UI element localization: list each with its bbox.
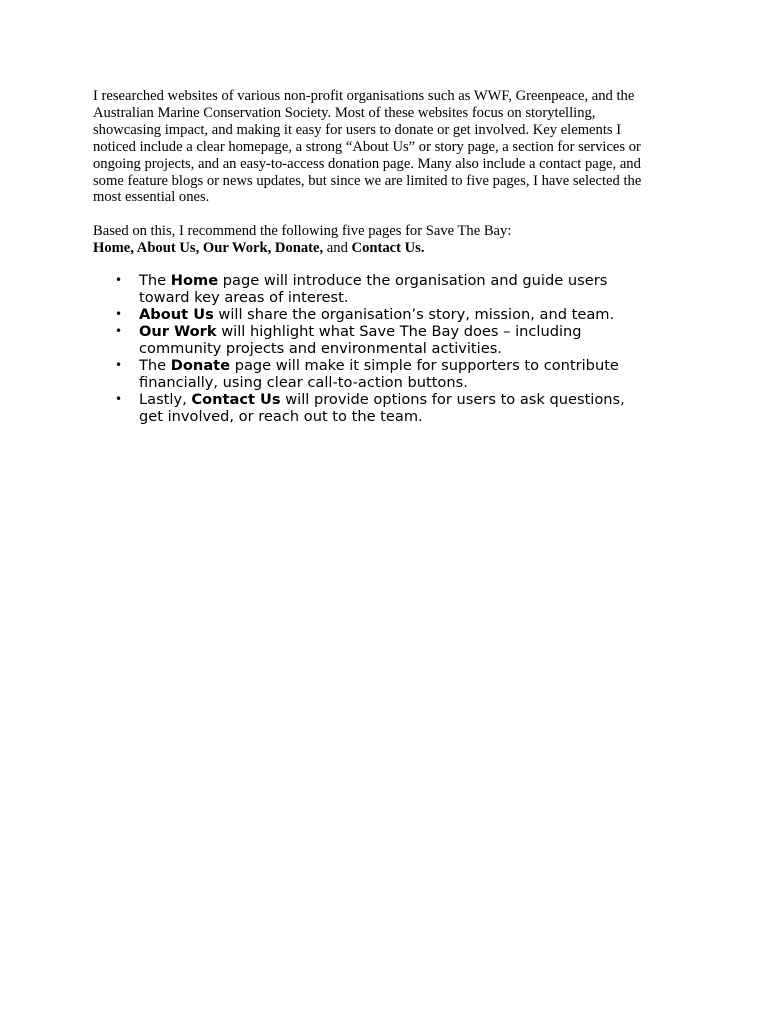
list-item-bold: Donate — [170, 357, 231, 375]
intro-line: I researched websites of various non-profit organisations such as WWF, Greenpeace, and the — [93, 88, 635, 104]
list-item-donate — [93, 357, 683, 391]
list-item-bold: Contact Us — [191, 391, 281, 409]
list-item-line: toward key areas of interest. — [139, 289, 349, 307]
document-body — [93, 88, 683, 425]
intro-line: ongoing projects, and an easy-to-access donation page. Many also include a contact page, and — [93, 155, 641, 172]
list-item-text: will provide options for users to ask questions, — [280, 391, 625, 409]
list-item-bold: Our Work — [139, 323, 217, 341]
and-text: and — [323, 240, 352, 257]
list-item-line — [139, 323, 683, 340]
list-item-about-us — [93, 306, 683, 323]
intro-line: some feature blogs or news updates, but since we are limited to five pages, I have selected the — [93, 172, 642, 189]
recommendation-line: Based on this, I recommend the following five pages for Save The Bay: — [93, 223, 512, 240]
list-item-line: financially, using clear call-to-action buttons. — [139, 374, 468, 392]
list-item-home — [93, 272, 683, 306]
bullet-icon: • — [115, 392, 123, 407]
list-item-contact-us — [93, 391, 683, 425]
list-item-pre: Lastly, — [139, 391, 192, 409]
bullet-icon: • — [115, 324, 123, 339]
intro-line: most essential ones. — [93, 189, 210, 206]
list-item-our-work — [93, 323, 683, 357]
bullet-icon: • — [115, 307, 123, 322]
list-item-line — [139, 391, 683, 408]
list-item-line — [139, 357, 683, 374]
recommendation-paragraph — [93, 223, 683, 257]
contact-us-bold: Contact Us. — [351, 240, 425, 257]
bullet-icon: • — [115, 358, 123, 373]
list-item-line: get involved, or reach out to the team. — [139, 408, 423, 426]
list-item-text: will highlight what Save The Bay does – including — [216, 323, 582, 341]
list-item-bold: About Us — [139, 306, 214, 324]
list-item-line — [139, 306, 683, 323]
paragraph-spacer — [93, 206, 683, 223]
list-item-bold: Home — [170, 272, 219, 290]
list-item-text: page will introduce the organisation and guide users — [218, 272, 608, 290]
list-item-pre: The — [139, 272, 171, 290]
list-item-line: community projects and environmental activities. — [139, 340, 502, 358]
intro-paragraph — [93, 88, 683, 206]
recommended-pages-line — [93, 240, 683, 257]
list-item-text: will share the organisation’s story, mission, and team. — [213, 306, 615, 324]
recommended-pages-bold: Home, About Us, Our Work, Donate, — [93, 240, 324, 257]
list-item-text: page will make it simple for supporters to contribute — [230, 357, 619, 375]
intro-line: Australian Marine Conservation Society. Most of these websites focus on storytelling, — [93, 104, 596, 121]
list-item-pre: The — [139, 357, 171, 375]
page-list — [93, 272, 683, 425]
intro-line: showcasing impact, and making it easy for users to donate or get involved. Key elements I — [93, 121, 622, 138]
list-item-line — [139, 272, 683, 289]
bullet-icon: • — [115, 273, 123, 288]
intro-line: noticed include a clear homepage, a strong “About Us” or story page, a section for services or — [93, 138, 641, 155]
